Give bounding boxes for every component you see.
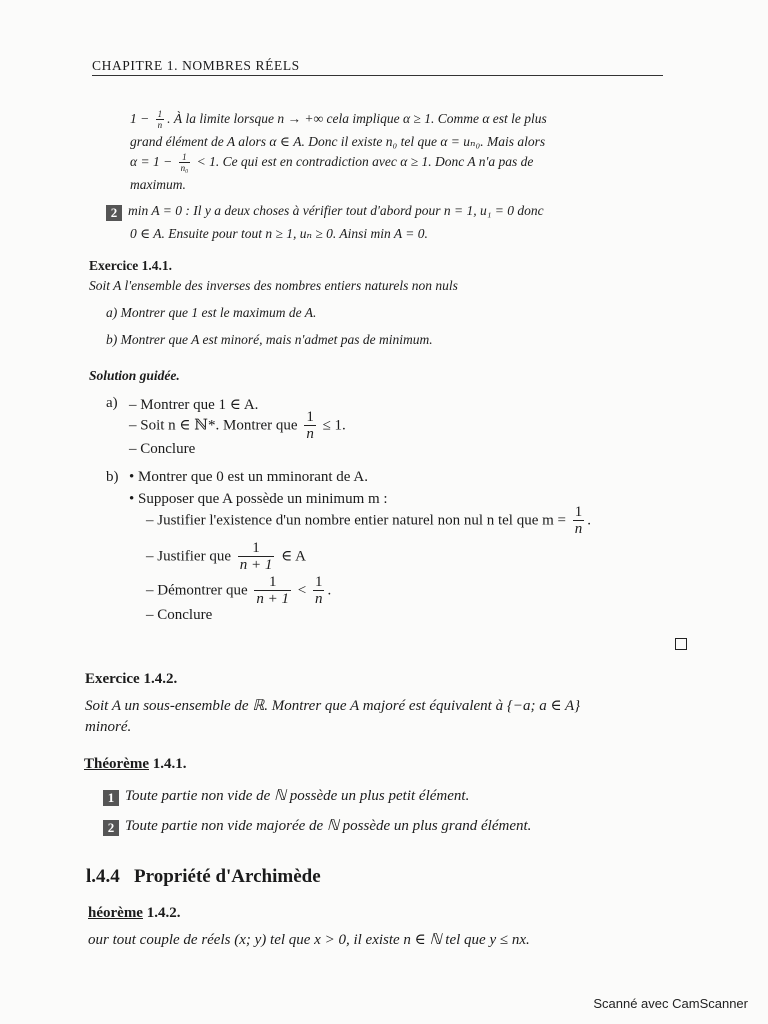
theorem-142-number: 1.4.2. bbox=[142, 905, 181, 921]
min-item-line-2: 0 ∈ A. Ensuite pour tout n ≥ 1, uₙ ≥ 0. Ainsi min A = 0. bbox=[130, 226, 428, 241]
exercise-142-title: Exercice 1.4.2. bbox=[85, 671, 178, 687]
theorem-141-item-1 bbox=[103, 786, 469, 806]
solution-b-step-5-text: – Démontrer que bbox=[146, 582, 248, 599]
solution-b-step-3-end: . bbox=[587, 512, 592, 529]
qed-square-icon bbox=[675, 638, 687, 650]
camscanner-watermark: Scanné avec CamScanner bbox=[593, 996, 748, 1011]
exercise-142-line-2: minoré. bbox=[85, 719, 132, 735]
proof-line-1-end: . À la limite lorsque n → +∞ cela implique α ≥ 1. Comme α est le plus bbox=[167, 111, 547, 127]
fraction-1-over-n: $\frac{1}{n}$ bbox=[574, 504, 583, 537]
proof-line-1-start: 1 − bbox=[130, 111, 150, 127]
theorem-141-item-2 bbox=[103, 816, 531, 836]
exercise-item-b: b) Montrer que A est minoré, mais n'admet pas de minimum. bbox=[106, 332, 433, 347]
solution-b-step-5 bbox=[146, 575, 331, 607]
solution-b-step-6: – Conclure bbox=[146, 607, 213, 623]
theorem-141-word: Théorème bbox=[84, 756, 149, 772]
exercise-title: Exercice 1.4.1. bbox=[89, 258, 172, 273]
theorem-142-title bbox=[88, 905, 180, 922]
proof-line-3-start: α = 1 − bbox=[130, 154, 173, 170]
exercise-item-a: a) Montrer que 1 est le maximum de A. bbox=[106, 305, 317, 320]
item-number-badge: 2 bbox=[103, 820, 119, 836]
fraction-1-over-n: $\frac{1}{n}$ bbox=[314, 574, 323, 607]
solution-b-step-2: • Supposer que A possède un minimum m : bbox=[129, 491, 388, 507]
section-heading bbox=[86, 866, 321, 888]
solution-a-label: a) bbox=[106, 395, 118, 411]
proof-line-3 bbox=[130, 153, 533, 173]
solution-b-step-4 bbox=[146, 541, 306, 573]
theorem-141-item-2-text: Toute partie non vide majorée de ℕ possède un plus grand élément. bbox=[125, 818, 532, 834]
section-number: l.4.4 bbox=[86, 866, 120, 887]
fraction-1-over-n-plus-1: $\frac{1}{n + 1}$ bbox=[256, 574, 290, 607]
min-item-text: min A = 0 : Il y a deux choses à vérifier tout d'abord pour n = 1, u₁ = 0 donc bbox=[128, 203, 544, 218]
proof-line-2: grand élément de A alors α ∈ A. Donc il existe n₀ tel que α = uₙ₀. Mais alors bbox=[130, 134, 546, 149]
solution-b-step-5-end: . bbox=[327, 582, 332, 599]
solution-b-step-3 bbox=[146, 505, 591, 537]
theorem-142-word: héorème bbox=[88, 905, 143, 921]
item-number-badge: 2 bbox=[106, 205, 122, 221]
section-title: Propriété d'Archimède bbox=[134, 866, 321, 887]
proof-line-1 bbox=[130, 110, 547, 130]
theorem-142-line-1: our tout couple de réels (x; y) tel que x > 0, il existe n ∈ ℕ tel que y ≤ nx. bbox=[88, 932, 530, 948]
header-rule bbox=[92, 75, 663, 76]
fraction-1-over-n-plus-1: $\frac{1}{n + 1}$ bbox=[239, 540, 273, 573]
exercise-statement: Soit A l'ensemble des inverses des nombres entiers naturels non nuls bbox=[89, 278, 458, 293]
min-item-line-1 bbox=[106, 203, 544, 221]
solution-a-step-2-text: – Soit n ∈ ℕ*. Montrer que bbox=[129, 417, 298, 434]
theorem-141-number: 1.4.1. bbox=[148, 756, 187, 772]
solution-b-step-1: • Montrer que 0 est un mminorant de A. bbox=[129, 469, 368, 485]
solution-a-step-2 bbox=[129, 410, 346, 442]
fraction-1-over-n: $\frac{1}{n}$ bbox=[157, 109, 163, 130]
theorem-141-title bbox=[84, 756, 186, 773]
solution-b-step-4-end: ∈ A bbox=[281, 548, 306, 565]
solution-a-step-1: – Montrer que 1 ∈ A. bbox=[129, 397, 259, 413]
solution-b-step-3-text: – Justifier l'existence d'un nombre entier naturel non nul n tel que m = bbox=[146, 512, 567, 529]
proof-line-3-end: < 1. Ce qui est en contradiction avec α ≥ 1. Donc A n'a pas de bbox=[196, 154, 534, 170]
chapter-header: CHAPITRE 1. NOMBRES RÉELS bbox=[92, 58, 300, 73]
theorem-141-item-1-text: Toute partie non vide de ℕ possède un plus petit élément. bbox=[125, 788, 470, 804]
item-number-badge: 1 bbox=[103, 790, 119, 806]
less-than-sign: < bbox=[297, 582, 307, 599]
fraction-1-over-n0: $\frac{1}{\text{n₀}}$ bbox=[180, 152, 189, 173]
fraction-1-over-n: $\frac{1}{n}$ bbox=[306, 409, 314, 442]
exercise-142-line-1: Soit A un sous-ensemble de ℝ. Montrer que A majoré est équivalent à {−a; a ∈ A} bbox=[85, 698, 581, 714]
solution-a-step-2-end: ≤ 1. bbox=[322, 417, 346, 434]
solution-b-label: b) bbox=[106, 469, 119, 485]
solution-a-step-3: – Conclure bbox=[129, 441, 196, 457]
solution-b-step-4-text: – Justifier que bbox=[146, 548, 231, 565]
solution-title: Solution guidée. bbox=[89, 368, 180, 383]
proof-line-4: maximum. bbox=[130, 177, 186, 192]
